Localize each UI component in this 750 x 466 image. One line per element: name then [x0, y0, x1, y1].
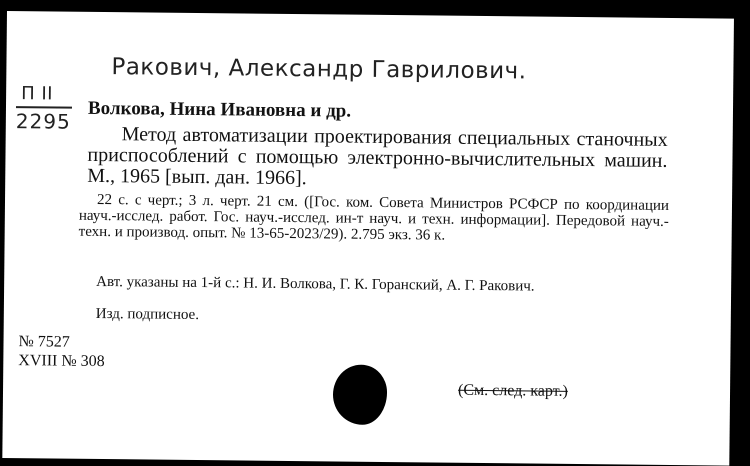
shelf-mark-number: 2295 — [15, 109, 71, 134]
title-block: Метод автоматизации проектирования специальных станочных приспособлений с помощью электронно-вычислительных машин. М., 1965 [вып. дан. 1966]. — [87, 123, 668, 190]
series-number: XVIII № 308 — [18, 352, 105, 371]
author-heading: Волкова, Нина Ивановна и др. — [87, 97, 352, 122]
ink-blot — [333, 364, 388, 425]
handwritten-author-name: Ракович, Александр Гаврилович. — [111, 54, 527, 85]
collation-block: 22 с. с черт.; 3 л. черт. 21 см. ([Гос. ком. Совета Министров РСФСР по координации науч.-исслед. работ. Гос. науч.-исслед. ин-т науч. и техн. информации]. Передовой науч.-техн. и производ. опыт. № 13-65-2023/29). 2.795 экз. 36 к. — [78, 191, 670, 244]
catalog-card — [2, 11, 734, 466]
shelf-mark-top: П II — [21, 83, 54, 105]
see-next-card-note: (См. след. карт.) — [457, 381, 568, 400]
authors-note: Авт. указаны на 1-й с.: Н. И. Волкова, Г. К. Горанский, А. Г. Ракович. — [96, 273, 535, 295]
record-number: № 7527 — [18, 333, 70, 351]
subscription-note: Изд. подписное. — [95, 305, 200, 324]
